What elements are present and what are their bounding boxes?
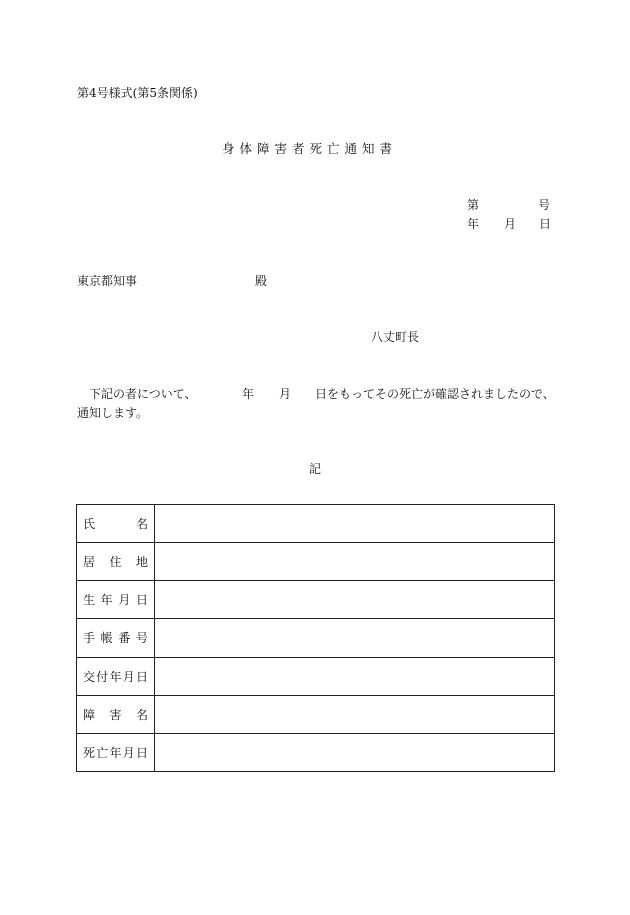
row-label xyxy=(77,619,155,657)
doc-number-prefix: 第 xyxy=(467,198,480,212)
label-char: 年 xyxy=(100,593,113,608)
addressee-honorific: 殿 xyxy=(255,274,268,288)
label-char: 年 xyxy=(109,669,122,684)
label-char: 名 xyxy=(135,707,148,722)
body-line2: 通知します。 xyxy=(77,406,149,420)
label-char: 死 xyxy=(83,745,96,760)
label-char: 号 xyxy=(135,631,148,646)
row-value[interactable] xyxy=(155,657,555,695)
row-label xyxy=(77,581,155,619)
row-value[interactable] xyxy=(155,695,555,733)
row-label xyxy=(77,733,155,771)
row-value[interactable] xyxy=(155,619,555,657)
label-char: 日 xyxy=(135,593,148,608)
label-char: 日 xyxy=(135,669,148,684)
sender: 八丈町長 xyxy=(371,330,420,344)
label-char: 月 xyxy=(122,669,135,684)
row-label-text xyxy=(83,591,148,608)
label-char: 年 xyxy=(109,745,122,760)
label-char: 亡 xyxy=(96,745,109,760)
label-char: 障 xyxy=(83,707,96,722)
row-value[interactable] xyxy=(155,733,555,771)
label-char: 住 xyxy=(109,555,122,570)
deceased-info-table xyxy=(76,504,555,772)
row-value[interactable] xyxy=(155,543,555,581)
row-label-text xyxy=(83,515,148,532)
label-char: 生 xyxy=(83,593,96,608)
label-char: 名 xyxy=(135,517,148,532)
label-char: 日 xyxy=(135,745,148,760)
addressee-name: 東京都知事 xyxy=(77,274,138,288)
table-row xyxy=(77,657,555,695)
label-char: 氏 xyxy=(83,517,96,532)
body-month: 月 xyxy=(279,387,292,401)
body-rest: 日をもってその死亡が確認されましたので、 xyxy=(315,387,555,401)
row-label-text xyxy=(83,744,148,761)
row-label xyxy=(77,505,155,543)
row-label-text xyxy=(83,553,148,570)
table-row xyxy=(77,695,555,733)
row-label xyxy=(77,543,155,581)
table-row xyxy=(77,505,555,543)
document-title: 身体障害者死亡通知書 xyxy=(222,141,398,156)
label-char: 付 xyxy=(96,669,109,684)
body-year: 年 xyxy=(242,387,255,401)
row-label-text xyxy=(83,668,148,685)
row-value[interactable] xyxy=(155,505,555,543)
row-label xyxy=(77,657,155,695)
body-intro: 下記の者について、 xyxy=(89,387,197,401)
table-row xyxy=(77,733,555,771)
row-label xyxy=(77,695,155,733)
table-row xyxy=(77,543,555,581)
label-char: 月 xyxy=(118,593,131,608)
document-number-line xyxy=(467,198,550,212)
row-label-text xyxy=(83,706,148,723)
label-char: 番 xyxy=(118,631,131,646)
label-char: 帳 xyxy=(100,631,113,646)
label-char: 害 xyxy=(109,707,122,722)
row-label-text xyxy=(83,629,148,646)
label-char: 手 xyxy=(83,631,96,646)
doc-number-suffix: 号 xyxy=(537,198,550,212)
form-number: 第4号様式(第5条関係) xyxy=(77,86,198,100)
date-month: 月 xyxy=(504,217,517,231)
date-day: 日 xyxy=(539,217,552,231)
table-row xyxy=(77,581,555,619)
table-row xyxy=(77,619,555,657)
label-char: 居 xyxy=(83,555,96,570)
date-year: 年 xyxy=(467,217,480,231)
label-char: 交 xyxy=(83,669,96,684)
label-char: 地 xyxy=(135,555,148,570)
label-char: 月 xyxy=(122,745,135,760)
note-heading: 記 xyxy=(309,462,322,476)
date-line xyxy=(467,217,550,231)
row-value[interactable] xyxy=(155,581,555,619)
